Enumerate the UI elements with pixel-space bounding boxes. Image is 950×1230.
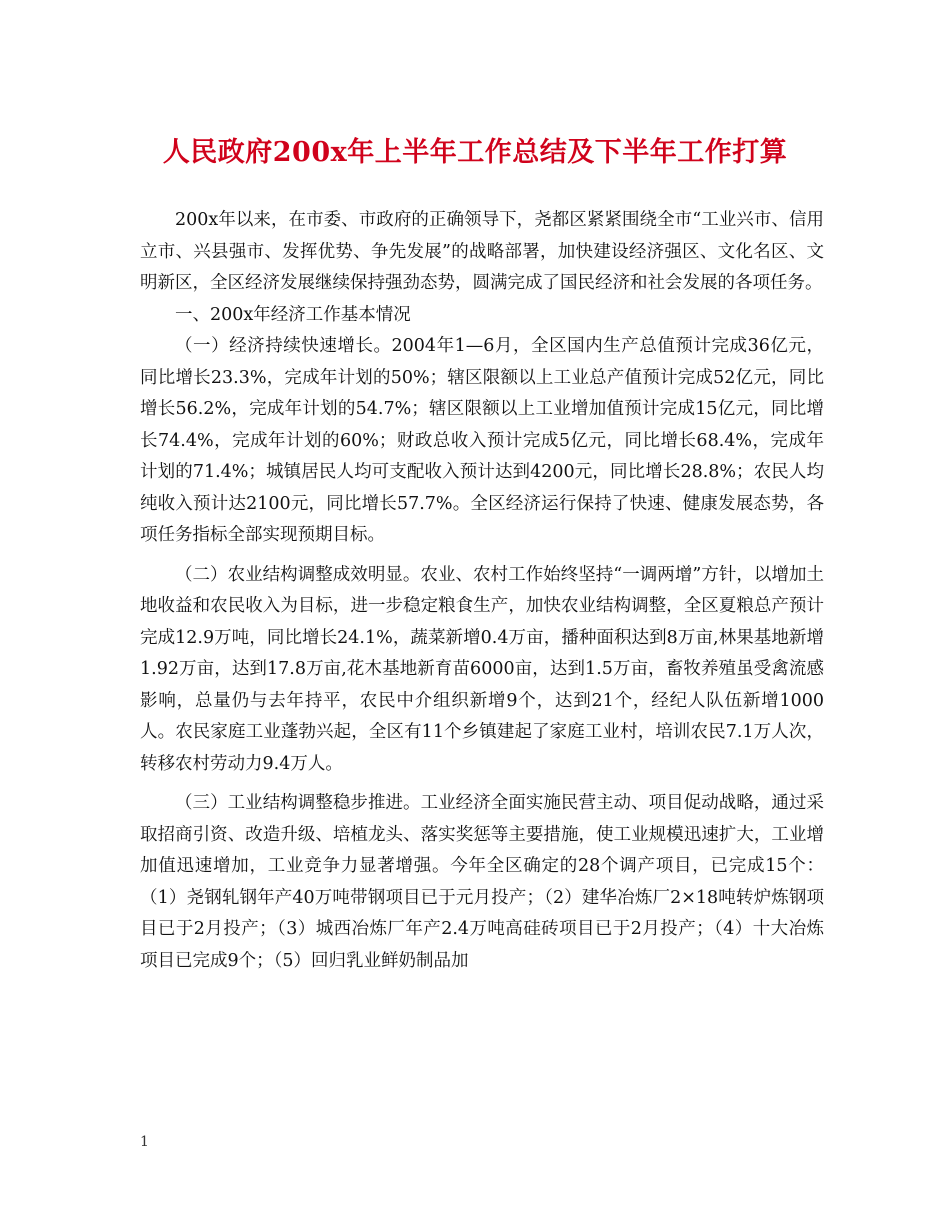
paragraph-agriculture: （二）农业结构调整成效明显。农业、农村工作始终坚持“一调两增”方针，以增加土地收益和农民收入为目标，进一步稳定粮食生产，加快农业结构调整，全区夏粮总产预计完成12.9万吨，同比增长24.1%，蔬菜新增0.4万亩，播种面积达到8万亩,林果基地新增1.92万亩，达到17.8万亩,花木基地新育苗6000亩，达到1.5万亩，畜牧养殖虽受禽流感影响，总量仍与去年持平，农民中介组织新增9个，达到21个，经纪人队伍新增1000人。农民家庭工业蓬勃兴起，全区有11个乡镇建起了家庭工业村，培训农民7.1万人次，转移农村劳动力9.4万人。	[140, 564, 824, 774]
document-body	[140, 205, 824, 977]
page-number: 1	[140, 1134, 149, 1150]
paragraph-industry: （三）工业结构调整稳步推进。工业经济全面实施民营主动、项目促动战略，通过采取招商引资、改造升级、培植龙头、落实奖惩等主要措施，使工业规模迅速扩大，工业增加值迅速增加，工业竞争力显著增强。今年全区确定的28个调产项目，已完成15个：（1）尧钢轧钢年产40万吨带钢项目已于元月投产；（2）建华冶炼厂2×18吨转炉炼钢项目已于2月投产；（3）城西冶炼厂年产2.4万吨高硅砖项目已于2月投产；（4）十大冶炼项目已完成9个；（5）回归乳业鲜奶制品加	[140, 793, 824, 971]
paragraph-intro: 200x年以来，在市委、市政府的正确领导下，尧都区紧紧围绕全市“工业兴市、信用立市、兴县强市、发挥优势、争先发展”的战略部署，加快建设经济强区、文化名区、文明新区，全区经济发展继续保持强劲态势，圆满完成了国民经济和社会发展的各项任务。	[140, 210, 824, 293]
section-heading: 一、200x年经济工作基本情况	[175, 304, 411, 325]
document-title: 人民政府200x年上半年工作总结及下半年工作打算	[162, 137, 788, 168]
paragraph-economy: （一）经济持续快速增长。2004年1—6月，全区国内生产总值预计完成36亿元，同比增长23.3%，完成年计划的50%；辖区限额以上工业总产值预计完成52亿元，同比增长56.2%，完成年计划的54.7%；辖区限额以上工业增加值预计完成15亿元，同比增长74.4%，完成年计划的60%；财政总收入预计完成5亿元，同比增长68.4%，完成年计划的71.4%；城镇居民人均可支配收入预计达到4200元，同比增长28.8%；农民人均纯收入预计达2100元，同比增长57.7%。全区经济运行保持了快速、健康发展态势，各项任务指标全部实现预期目标。	[140, 336, 824, 545]
